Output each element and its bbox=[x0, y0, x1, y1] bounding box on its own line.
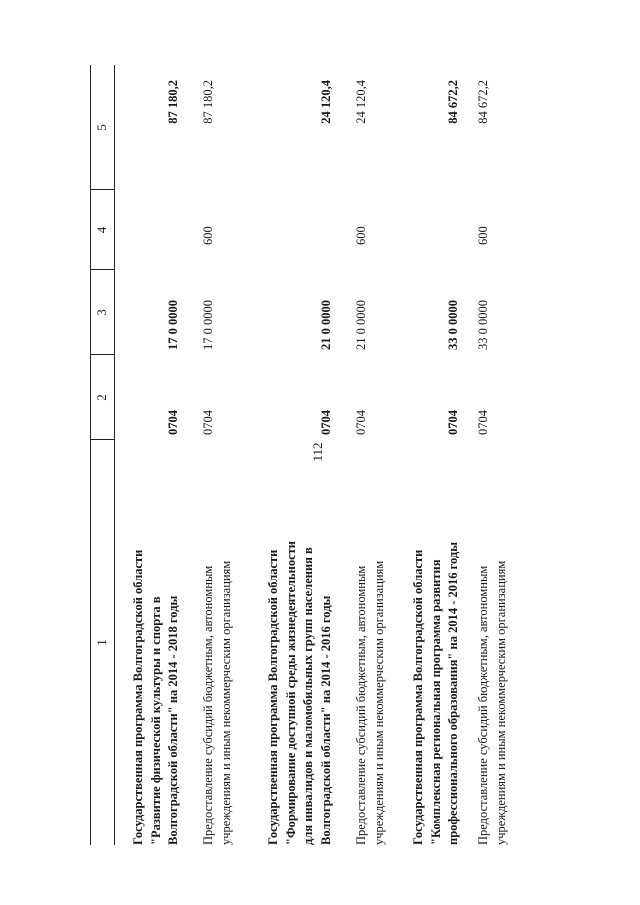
row-1-type: 600 bbox=[201, 226, 215, 245]
row-0-target: 17 0 0000 bbox=[166, 300, 180, 350]
page-number: 112 bbox=[310, 442, 325, 462]
row-2-section: 0704 bbox=[319, 410, 333, 435]
row-1-target: 17 0 0000 bbox=[201, 300, 215, 350]
row-0-section: 0704 bbox=[166, 410, 180, 435]
row-3-target: 21 0 0000 bbox=[354, 300, 368, 350]
col-header-2: 2 bbox=[94, 394, 109, 401]
row-5-section: 0704 bbox=[476, 410, 490, 435]
row-2-amount: 24 120,4 bbox=[319, 80, 333, 124]
row-4-name: Государственная программа Волгоградской области "Комплексная региональная программа развития профессионального образования" на 2014 - 2016 годы bbox=[411, 542, 460, 845]
row-3-amount: 24 120,4 bbox=[354, 80, 368, 124]
col-header-1: 1 bbox=[94, 639, 109, 646]
row-5-name: Предоставление субсидий бюджетным, автономным учреждениям и иным некоммерческим организациям bbox=[476, 560, 508, 845]
row-2-target: 21 0 0000 bbox=[319, 300, 333, 350]
col-header-4: 4 bbox=[94, 226, 109, 234]
row-1-amount: 87 180,2 bbox=[201, 80, 215, 124]
row-0-amount: 87 180,2 bbox=[166, 80, 180, 124]
row-2-name: Государственная программа Волгоградской области "Формирование доступной среды жизнедеятельности для инвалидов и маломобильных групп населения в Волгоградской области" на 2014 - 2016 годы bbox=[266, 541, 333, 845]
col-header-3: 3 bbox=[94, 309, 109, 316]
budget-table bbox=[90, 65, 510, 845]
row-3-section: 0704 bbox=[354, 410, 368, 435]
row-5-amount: 84 672,2 bbox=[476, 80, 490, 124]
row-3-type: 600 bbox=[354, 226, 368, 245]
row-4-target: 33 0 0000 bbox=[446, 300, 460, 350]
row-5-type: 600 bbox=[476, 226, 490, 245]
row-3-name: Предоставление субсидий бюджетным, автономным учреждениям и иным некоммерческим организациям bbox=[354, 560, 386, 845]
row-4-amount: 84 672,2 bbox=[446, 80, 460, 124]
row-1-name: Предоставление субсидий бюджетным, автономным учреждениям и иным некоммерческим организациям bbox=[201, 560, 233, 845]
row-5-target: 33 0 0000 bbox=[476, 300, 490, 350]
row-4-section: 0704 bbox=[446, 410, 460, 435]
col-header-5: 5 bbox=[94, 124, 109, 131]
header-bottom-rule bbox=[114, 65, 115, 845]
row-0-name: Государственная программа Волгоградской области "Развитие физической культуры и спорта в Волгоградской области" на 2014 - 2018 годы bbox=[131, 549, 180, 845]
row-1-section: 0704 bbox=[201, 410, 215, 435]
